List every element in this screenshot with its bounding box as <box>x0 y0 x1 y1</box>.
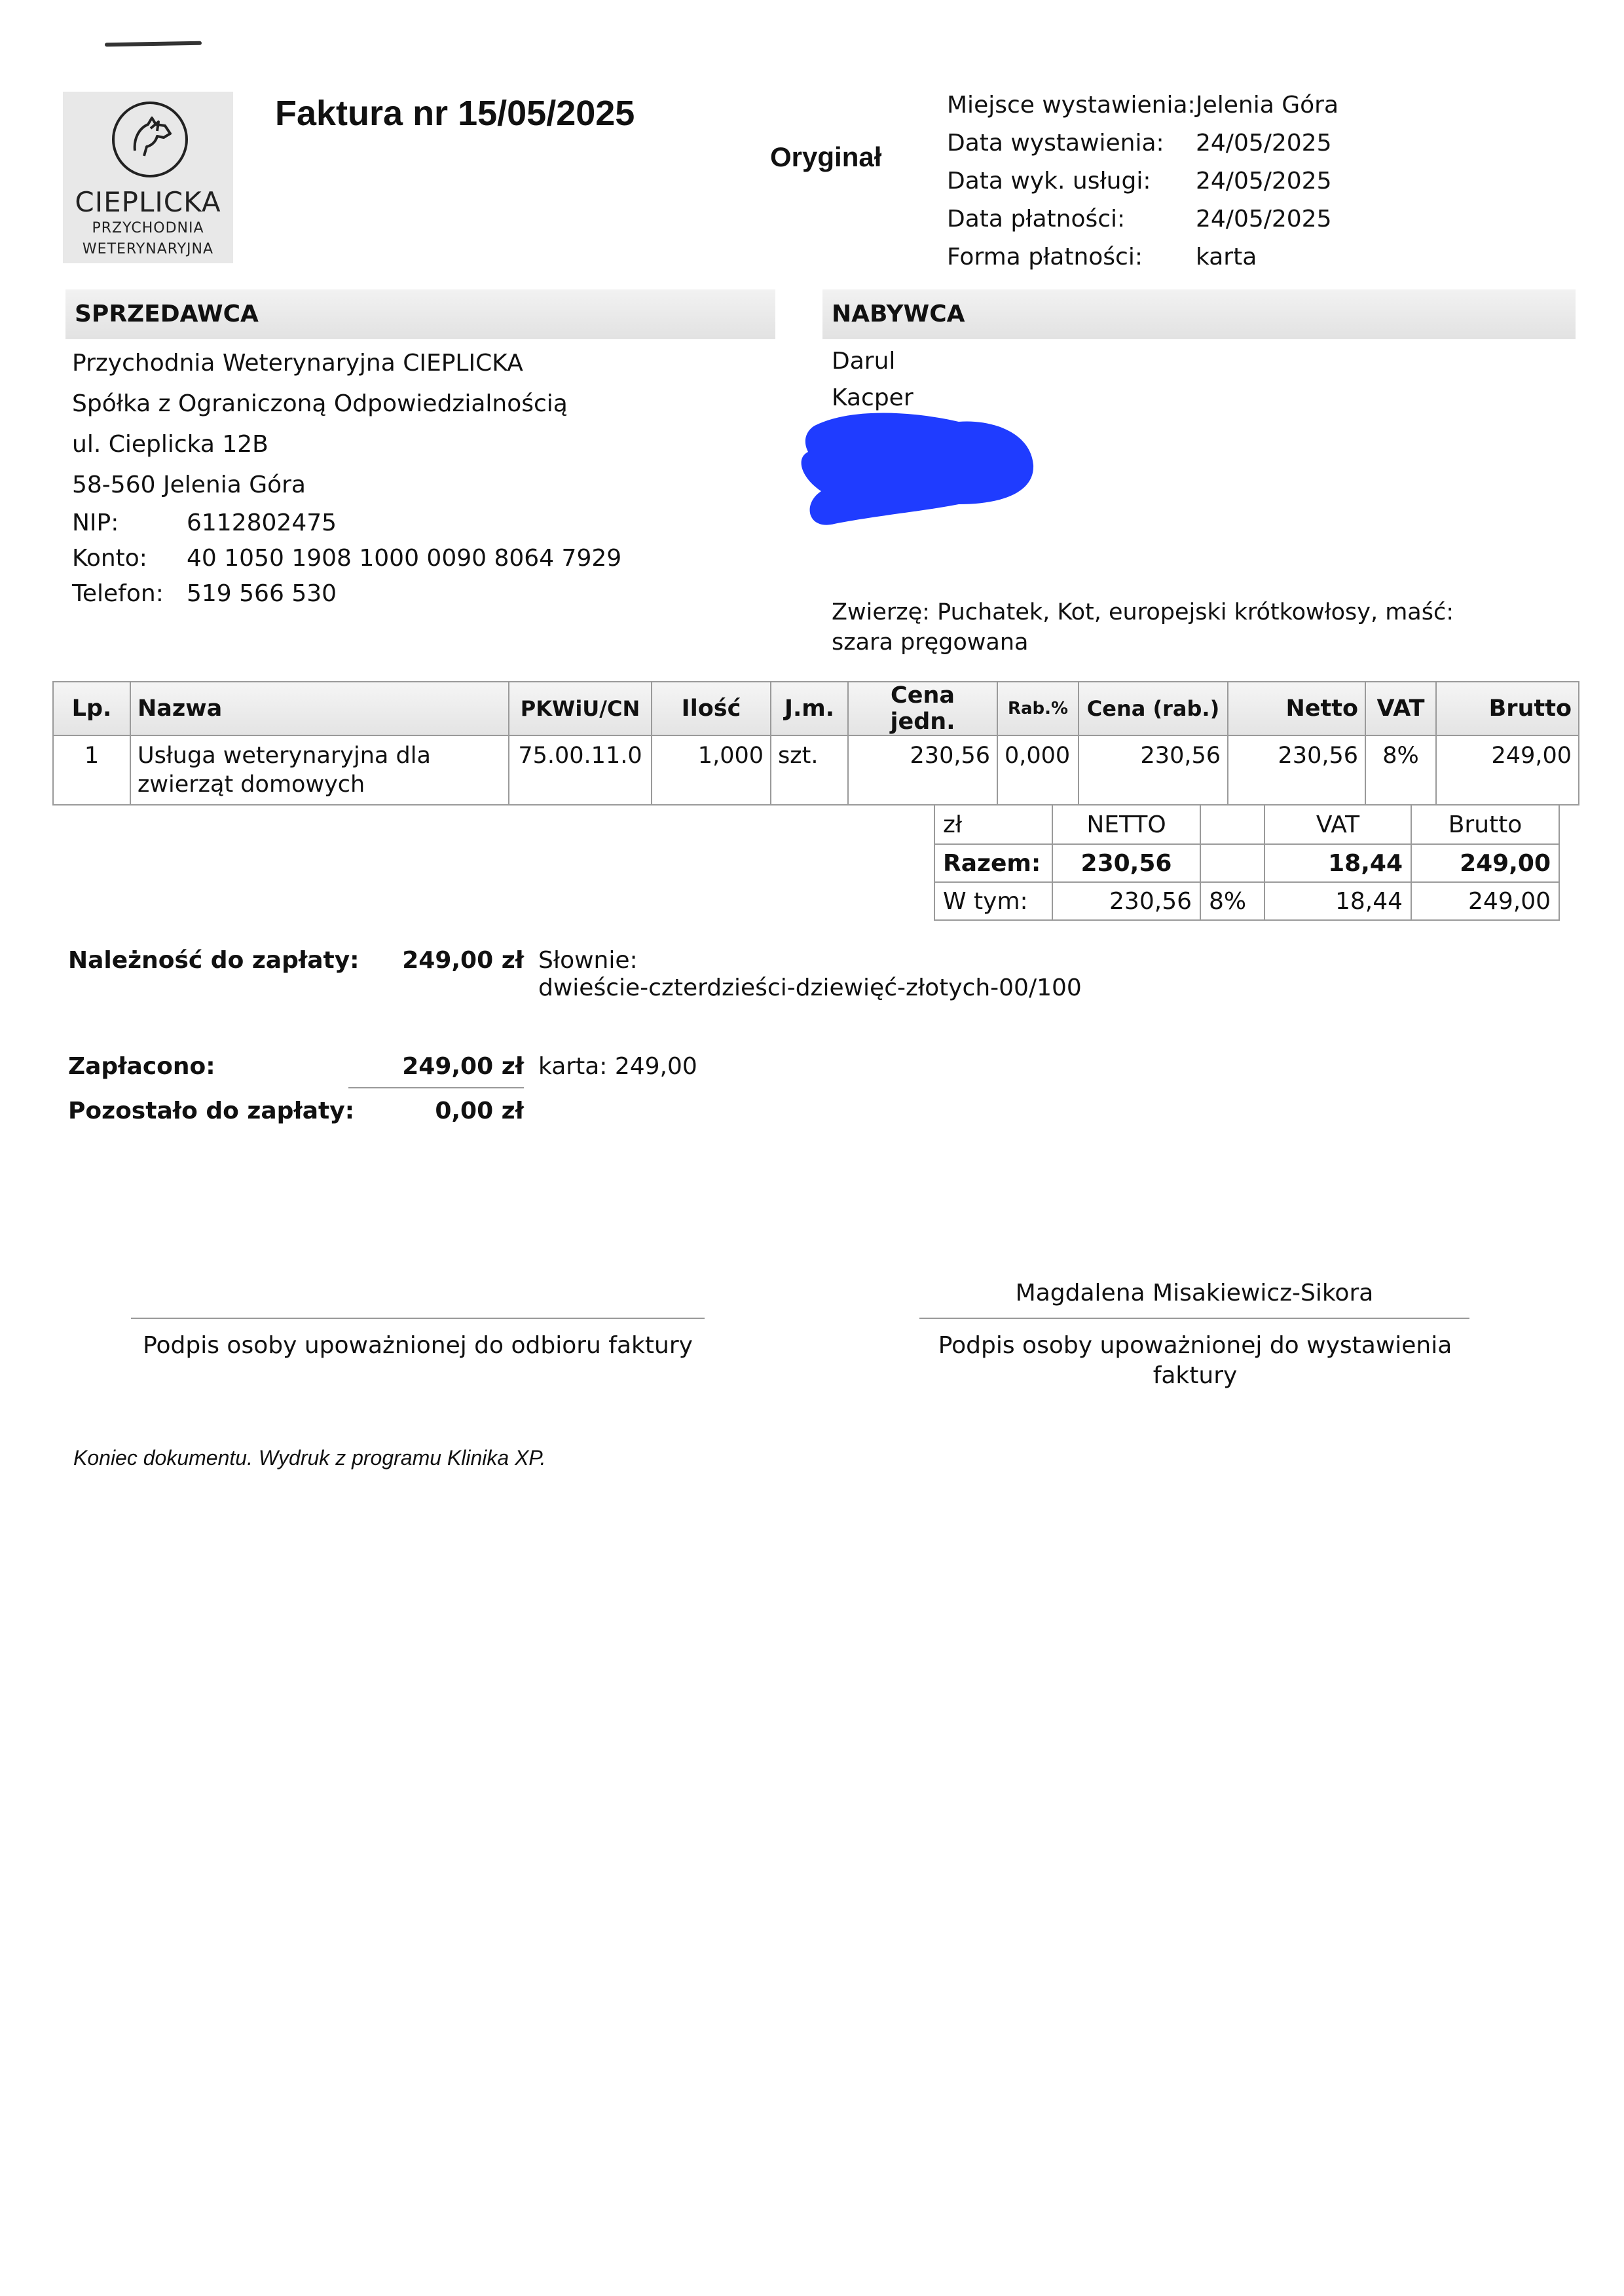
summary-total-label: Razem: <box>934 844 1052 882</box>
seller-account <box>72 541 621 576</box>
paid-label: Zapłacono: <box>68 1053 215 1080</box>
items-header-row <box>53 682 1579 735</box>
document-footer: Koniec dokumentu. Wydruk z programu Klinika XP. <box>73 1446 546 1470</box>
summary-vat-header: VAT <box>1264 805 1411 844</box>
summary-total-row <box>934 844 1559 882</box>
meta-value: karta <box>1196 244 1257 270</box>
account-label: Konto: <box>72 545 147 572</box>
paid-note: karta: 249,00 <box>538 1053 697 1080</box>
col-lp: Lp. <box>53 682 130 735</box>
seller-name: Przychodnia Weterynaryjna CIEPLICKA <box>72 350 523 377</box>
meta-label: Data wyk. usługi: <box>947 168 1151 194</box>
buyer-surname: Darul <box>832 348 896 375</box>
col-qty: Ilość <box>652 682 771 735</box>
item-name: Usługa weterynaryjna dla zwierząt domowych <box>130 735 509 805</box>
due-label: Należność do zapłaty: <box>68 947 360 974</box>
items-table <box>52 681 1579 805</box>
summary-rate-header <box>1200 805 1264 844</box>
invoice-title: Faktura nr 15/05/2025 <box>275 94 635 133</box>
summary-currency: zł <box>934 805 1052 844</box>
issuer-signature-caption: Podpis osoby upoważnionej do wystawienia faktury <box>938 1332 1452 1389</box>
logo-line1: PRZYCHODNIA <box>92 220 204 236</box>
meta-row <box>947 244 1338 282</box>
buyer-firstname: Kacper <box>832 384 913 411</box>
paid-amount: 249,00 zł <box>402 1053 524 1080</box>
seller-phone <box>72 576 621 612</box>
summary-total-vat: 18,44 <box>1264 844 1411 882</box>
col-net: Netto <box>1228 682 1365 735</box>
item-discount: 0,000 <box>997 735 1079 805</box>
item-pkwiu: 75.00.11.0 <box>509 735 652 805</box>
table-row <box>53 735 1579 805</box>
meta-row <box>947 206 1338 244</box>
animal-info: Zwierzę: Puchatek, Kot, europejski krótkowłosy, maść: szara pręgowana <box>832 599 1454 656</box>
seller-heading: SPRZEDAWCA <box>75 301 259 327</box>
meta-label: Data wystawienia: <box>947 130 1164 157</box>
issuer-name: Magdalena Misakiewicz-Sikora <box>1015 1280 1374 1306</box>
summary-total-gross: 249,00 <box>1411 844 1559 882</box>
account-value: 40 1050 1908 1000 0090 8064 7929 <box>187 545 622 572</box>
item-vat: 8% <box>1365 735 1436 805</box>
summary-incl-net: 230,56 <box>1052 882 1200 920</box>
item-discounted-price: 230,56 <box>1079 735 1228 805</box>
logo-name: CIEPLICKA <box>75 186 221 218</box>
summary-total-rate <box>1200 844 1264 882</box>
receiver-signature-caption: Podpis osoby upoważnionej do odbioru faktury <box>143 1332 693 1359</box>
seller-legal-form: Spółka z Ograniczoną Odpowiedzialnością <box>72 390 568 417</box>
meta-value: Jelenia Góra <box>1196 92 1339 119</box>
buyer-header <box>822 289 1576 339</box>
meta-value: 24/05/2025 <box>1196 206 1332 232</box>
col-pkwiu: PKWiU/CN <box>509 682 652 735</box>
phone-value: 519 566 530 <box>187 580 337 607</box>
nip-label: NIP: <box>72 509 119 536</box>
dog-logo-icon <box>110 100 190 179</box>
meta-row <box>947 130 1338 168</box>
remaining-amount: 0,00 zł <box>435 1098 524 1124</box>
amount-in-words: dwieście-czterdzieści-dziewięć-złotych-00/100 <box>538 974 1082 1001</box>
summary-net-header: NETTO <box>1052 805 1200 844</box>
seller-block <box>72 343 621 612</box>
receiver-signature-line <box>131 1318 705 1319</box>
seller-street: ul. Cieplicka 12B <box>72 431 268 458</box>
words-label: Słownie: <box>538 947 638 974</box>
logo-line2: WETERYNARYJNA <box>82 241 214 257</box>
scan-mark <box>105 41 202 47</box>
due-amount: 249,00 zł <box>402 947 524 974</box>
nip-value: 6112802475 <box>187 509 337 536</box>
summary-header-row <box>934 805 1559 844</box>
meta-label: Miejsce wystawienia: <box>947 92 1196 119</box>
meta-row <box>947 92 1338 130</box>
col-unit-price: Cena jedn. <box>848 682 997 735</box>
meta-label: Forma płatności: <box>947 244 1143 270</box>
meta-value: 24/05/2025 <box>1196 130 1332 157</box>
item-qty: 1,000 <box>652 735 771 805</box>
seller-city: 58-560 Jelenia Góra <box>72 472 306 498</box>
redaction-mark <box>795 406 1037 537</box>
buyer-heading: NABYWCA <box>832 301 965 327</box>
col-name: Nazwa <box>130 682 509 735</box>
meta-row <box>947 168 1338 206</box>
vat-summary-table <box>934 804 1560 921</box>
summary-incl-label: W tym: <box>934 882 1052 920</box>
col-unit: J.m. <box>771 682 848 735</box>
meta-value: 24/05/2025 <box>1196 168 1332 194</box>
seller-nip <box>72 506 621 541</box>
col-gross: Brutto <box>1436 682 1579 735</box>
col-discounted-price: Cena (rab.) <box>1079 682 1228 735</box>
summary-incl-rate: 8% <box>1200 882 1264 920</box>
seller-header <box>65 289 775 339</box>
summary-incl-row <box>934 882 1559 920</box>
item-unit-price: 230,56 <box>848 735 997 805</box>
meta-label: Data płatności: <box>947 206 1126 232</box>
paid-divider <box>348 1087 524 1088</box>
summary-incl-gross: 249,00 <box>1411 882 1559 920</box>
issuer-signature-line <box>919 1318 1469 1319</box>
item-net: 230,56 <box>1228 735 1365 805</box>
col-vat: VAT <box>1365 682 1436 735</box>
col-discount: Rab.% <box>997 682 1079 735</box>
summary-gross-header: Brutto <box>1411 805 1559 844</box>
phone-label: Telefon: <box>72 580 164 607</box>
item-unit: szt. <box>771 735 848 805</box>
summary-incl-vat: 18,44 <box>1264 882 1411 920</box>
summary-total-net: 230,56 <box>1052 844 1200 882</box>
remaining-label: Pozostało do zapłaty: <box>68 1098 355 1124</box>
item-gross: 249,00 <box>1436 735 1579 805</box>
item-lp: 1 <box>53 735 130 805</box>
copy-label: Oryginał <box>770 141 882 172</box>
invoice-meta <box>947 92 1338 282</box>
